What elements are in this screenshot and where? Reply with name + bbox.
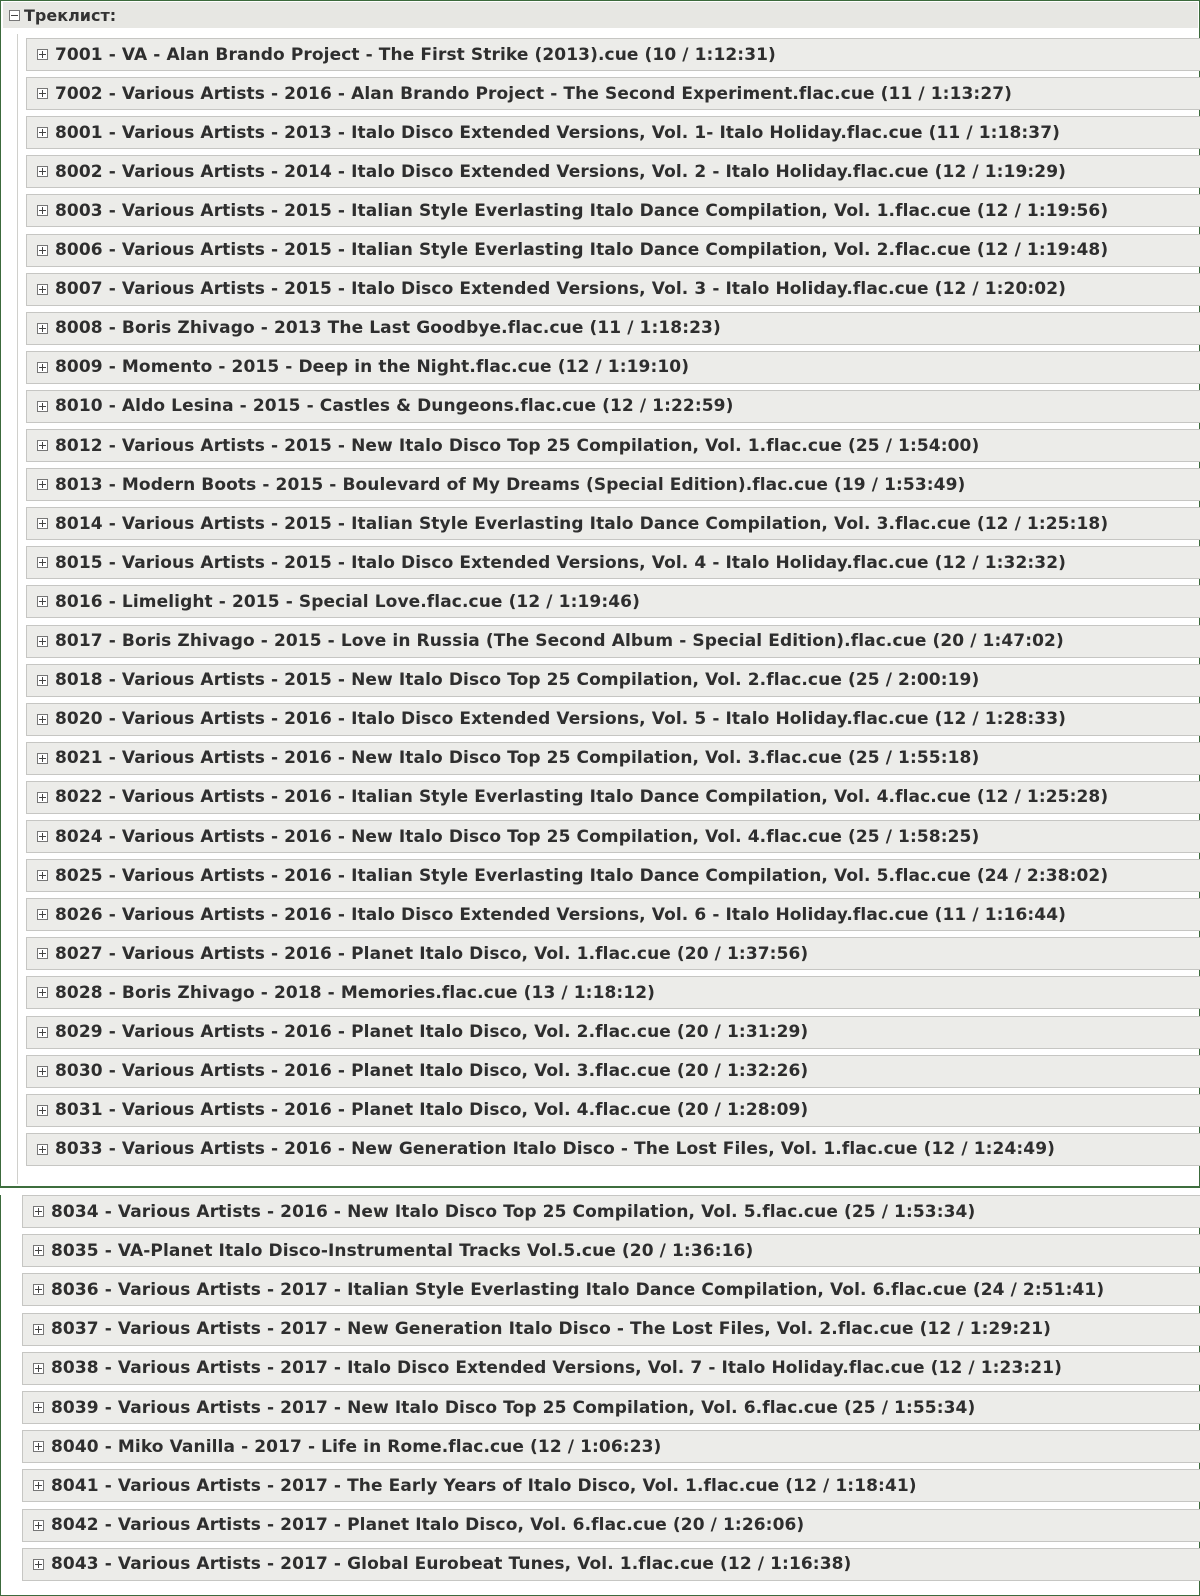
expand-icon[interactable] (37, 753, 48, 764)
expand-icon[interactable] (37, 127, 48, 138)
tracklist-row[interactable] (26, 234, 1200, 267)
tracklist-row[interactable] (26, 1016, 1200, 1049)
cue-file-label: 8036 - Various Artists - 2017 - Italian Style Everlasting Italo Dance Compilation, Vol. 6.flac.cue (24 / 2:51:41) (51, 1279, 1105, 1300)
expand-icon[interactable] (33, 1441, 44, 1452)
cue-file-label: 8033 - Various Artists - 2016 - New Generation Italo Disco - The Lost Files, Vol. 1.flac.cue (12 / 1:24:49) (55, 1139, 1056, 1160)
cue-file-label: 8027 - Various Artists - 2016 - Planet Italo Disco, Vol. 1.flac.cue (20 / 1:37:56) (55, 943, 809, 964)
tracklist-row[interactable] (26, 1055, 1200, 1088)
expand-icon[interactable] (37, 714, 48, 725)
cue-file-label: 8010 - Aldo Lesina - 2015 - Castles & Dungeons.flac.cue (12 / 1:22:59) (55, 396, 734, 417)
cue-file-label: 8017 - Boris Zhivago - 2015 - Love in Russia (The Second Album - Special Edition).flac.cue (20 / 1:47:02) (55, 631, 1064, 651)
expand-icon[interactable] (37, 1066, 48, 1077)
expand-icon[interactable] (37, 792, 48, 803)
cue-file-label: 8038 - Various Artists - 2017 - Italo Disco Extended Versions, Vol. 7 - Italo Holiday.flac.cue (12 / 1:23:21) (51, 1358, 1063, 1379)
cue-file-label: 8001 - Various Artists - 2013 - Italo Disco Extended Versions, Vol. 1- Italo Holiday.flac.cue (11 / 1:18:37) (55, 122, 1061, 143)
expand-icon[interactable] (37, 596, 48, 607)
tracklist-row[interactable] (26, 781, 1200, 814)
tracklist-row[interactable] (26, 116, 1200, 149)
expand-icon[interactable] (37, 987, 48, 998)
cue-file-label: 8029 - Various Artists - 2016 - Planet Italo Disco, Vol. 2.flac.cue (20 / 1:31:29) (55, 1022, 809, 1042)
tracklist-row[interactable] (26, 1094, 1200, 1127)
tracklist-row[interactable] (22, 1234, 1200, 1267)
cue-file-label: 8035 - VA-Planet Italo Disco-Instrumental Tracks Vol.5.cue (20 / 1:36:16) (51, 1240, 754, 1261)
expand-icon[interactable] (37, 870, 48, 881)
expand-icon[interactable] (33, 1284, 44, 1295)
tracklist-row[interactable] (26, 507, 1200, 540)
expand-icon[interactable] (33, 1245, 44, 1256)
expand-icon[interactable] (37, 401, 48, 412)
tracklist-row[interactable] (26, 312, 1200, 345)
cue-file-label: 8040 - Miko Vanilla - 2017 - Life in Rome.flac.cue (12 / 1:06:23) (51, 1436, 662, 1457)
tracklist-row[interactable] (26, 820, 1200, 853)
cue-file-label: 8031 - Various Artists - 2016 - Planet Italo Disco, Vol. 4.flac.cue (20 / 1:28:09) (55, 1100, 809, 1121)
expand-icon[interactable] (37, 166, 48, 177)
cue-file-label: 8014 - Various Artists - 2015 - Italian Style Everlasting Italo Dance Compilation, Vol. 3.flac.cue (12 / 1:25:18) (55, 513, 1109, 534)
cue-file-label: 8042 - Various Artists - 2017 - Planet Italo Disco, Vol. 6.flac.cue (20 / 1:26:06) (51, 1515, 805, 1536)
tracklist-row[interactable] (22, 1195, 1200, 1228)
cue-file-label: 8013 - Modern Boots - 2015 - Boulevard of My Dreams (Special Edition).flac.cue (19 / 1:53:49) (55, 474, 966, 495)
tracklist-row[interactable] (26, 898, 1200, 931)
tracklist-section-bottom (0, 1195, 1200, 1596)
tree-guide-line (17, 34, 18, 1184)
cue-file-label: 8028 - Boris Zhivago - 2018 - Memories.flac.cue (13 / 1:18:12) (55, 982, 656, 1003)
cue-file-label: 8015 - Various Artists - 2015 - Italo Disco Extended Versions, Vol. 4 - Italo Holiday.flac.cue (12 / 1:32:32) (55, 552, 1067, 573)
expand-icon[interactable] (37, 909, 48, 920)
expand-icon[interactable] (37, 1105, 48, 1116)
cue-file-label: 8020 - Various Artists - 2016 - Italo Disco Extended Versions, Vol. 5 - Italo Holiday.flac.cue (12 / 1:28:33) (55, 709, 1067, 730)
tracklist-row[interactable] (26, 390, 1200, 423)
expand-icon[interactable] (33, 1206, 44, 1217)
collapse-icon[interactable] (9, 10, 20, 21)
cue-file-label: 8039 - Various Artists - 2017 - New Italo Disco Top 25 Compilation, Vol. 6.flac.cue (25 / 1:55:34) (51, 1397, 976, 1418)
screenshot-divider (0, 1186, 1200, 1195)
expand-icon[interactable] (37, 518, 48, 529)
expand-icon[interactable] (37, 557, 48, 568)
expand-icon[interactable] (37, 1027, 48, 1038)
expand-icon[interactable] (37, 245, 48, 256)
tracklist-row[interactable] (26, 77, 1200, 110)
cue-file-label: 8037 - Various Artists - 2017 - New Generation Italo Disco - The Lost Files, Vol. 2.flac.cue (12 / 1:29:21) (51, 1319, 1052, 1340)
cue-file-label: 8016 - Limelight - 2015 - Special Love.flac.cue (12 / 1:19:46) (55, 591, 640, 612)
expand-icon[interactable] (33, 1559, 44, 1570)
expand-icon[interactable] (33, 1402, 44, 1413)
cue-file-label: 8012 - Various Artists - 2015 - New Italo Disco Top 25 Compilation, Vol. 1.flac.cue (25 / 1:54:00) (55, 435, 980, 456)
tracklist-row[interactable] (26, 664, 1200, 697)
cue-file-label: 8002 - Various Artists - 2014 - Italo Disco Extended Versions, Vol. 2 - Italo Holiday.flac.cue (12 / 1:19:29) (55, 161, 1067, 182)
cue-file-label: 8022 - Various Artists - 2016 - Italian Style Everlasting Italo Dance Compilation, Vol. 4.flac.cue (12 / 1:25:28) (55, 787, 1109, 808)
cue-file-label: 8025 - Various Artists - 2016 - Italian Style Everlasting Italo Dance Compilation, Vol. 5.flac.cue (24 / 2:38:02) (55, 865, 1109, 886)
tracklist-row[interactable] (22, 1430, 1200, 1463)
cue-file-label: 8043 - Various Artists - 2017 - Global Eurobeat Tunes, Vol. 1.flac.cue (12 / 1:16:38) (51, 1554, 852, 1575)
tracklist-row[interactable] (22, 1469, 1200, 1502)
tracklist-row[interactable] (26, 546, 1200, 579)
tracklist-row[interactable] (26, 625, 1200, 658)
expand-icon[interactable] (37, 323, 48, 334)
cue-file-label: 8026 - Various Artists - 2016 - Italo Disco Extended Versions, Vol. 6 - Italo Holiday.flac.cue (11 / 1:16:44) (55, 904, 1067, 925)
tracklist-row[interactable] (26, 273, 1200, 306)
cue-file-label: 8003 - Various Artists - 2015 - Italian Style Everlasting Italo Dance Compilation, Vol. 1.flac.cue (12 / 1:19:56) (55, 200, 1109, 221)
tracklist-title: Треклист: (24, 5, 117, 25)
tracklist-row[interactable] (26, 194, 1200, 227)
cue-file-label: 8009 - Momento - 2015 - Deep in the Night.flac.cue (12 / 1:19:10) (55, 357, 690, 378)
tracklist-row[interactable] (26, 38, 1200, 71)
cue-file-label: 8006 - Various Artists - 2015 - Italian Style Everlasting Italo Dance Compilation, Vol. 2.flac.cue (12 / 1:19:48) (55, 240, 1109, 260)
tracklist-header[interactable] (3, 2, 1198, 28)
expand-icon[interactable] (37, 284, 48, 295)
expand-icon[interactable] (33, 1363, 44, 1374)
expand-icon[interactable] (37, 948, 48, 959)
tracklist-row[interactable] (26, 937, 1200, 970)
cue-file-label: 8034 - Various Artists - 2016 - New Italo Disco Top 25 Compilation, Vol. 5.flac.cue (25 / 1:53:34) (51, 1201, 976, 1222)
tracklist-row[interactable] (26, 1133, 1200, 1166)
expand-icon[interactable] (37, 88, 48, 99)
tracklist-row[interactable] (26, 976, 1200, 1009)
expand-icon[interactable] (37, 205, 48, 216)
expand-icon[interactable] (33, 1324, 44, 1335)
cue-file-label: 8024 - Various Artists - 2016 - New Italo Disco Top 25 Compilation, Vol. 4.flac.cue (25 / 1:58:25) (55, 826, 980, 847)
expand-icon[interactable] (37, 440, 48, 451)
cue-file-label: 8030 - Various Artists - 2016 - Planet Italo Disco, Vol. 3.flac.cue (20 / 1:32:26) (55, 1061, 809, 1082)
cue-file-label: 8008 - Boris Zhivago - 2013 The Last Goodbye.flac.cue (11 / 1:18:23) (55, 318, 721, 339)
cue-file-label: 7001 - VA - Alan Brando Project - The First Strike (2013).cue (10 / 1:12:31) (55, 44, 776, 65)
expand-icon[interactable] (37, 636, 48, 647)
cue-file-label: 8041 - Various Artists - 2017 - The Early Years of Italo Disco, Vol. 1.flac.cue (12 / 1:18:41) (51, 1475, 917, 1496)
tracklist-row[interactable] (26, 585, 1200, 618)
tracklist-row[interactable] (26, 703, 1200, 736)
tracklist-row[interactable] (22, 1391, 1200, 1424)
expand-icon[interactable] (33, 1520, 44, 1531)
tracklist-row[interactable] (22, 1313, 1200, 1346)
expand-icon[interactable] (37, 49, 48, 60)
tracklist-row[interactable] (22, 1509, 1200, 1542)
tracklist-row[interactable] (26, 155, 1200, 188)
tracklist-row[interactable] (26, 742, 1200, 775)
expand-icon[interactable] (37, 362, 48, 373)
cue-file-label: 8018 - Various Artists - 2015 - New Italo Disco Top 25 Compilation, Vol. 2.flac.cue (25 / 2:00:19) (55, 670, 980, 691)
expand-icon[interactable] (33, 1480, 44, 1491)
tracklist-row[interactable] (22, 1273, 1200, 1306)
expand-icon[interactable] (37, 831, 48, 842)
cue-file-label: 8007 - Various Artists - 2015 - Italo Disco Extended Versions, Vol. 3 - Italo Holiday.flac.cue (12 / 1:20:02) (55, 279, 1067, 300)
cue-file-label: 7002 - Various Artists - 2016 - Alan Brando Project - The Second Experiment.flac.cue (11 / 1:13:27) (55, 83, 1013, 104)
cue-file-label: 8021 - Various Artists - 2016 - New Italo Disco Top 25 Compilation, Vol. 3.flac.cue (25 / 1:55:18) (55, 748, 980, 769)
expand-icon[interactable] (37, 479, 48, 490)
tracklist-row[interactable] (26, 351, 1200, 384)
expand-icon[interactable] (37, 675, 48, 686)
tracklist-row[interactable] (26, 429, 1200, 462)
tracklist-row[interactable] (26, 468, 1200, 501)
tracklist-row[interactable] (22, 1548, 1200, 1581)
tracklist-row[interactable] (22, 1352, 1200, 1385)
tracklist-row[interactable] (26, 859, 1200, 892)
expand-icon[interactable] (37, 1144, 48, 1155)
